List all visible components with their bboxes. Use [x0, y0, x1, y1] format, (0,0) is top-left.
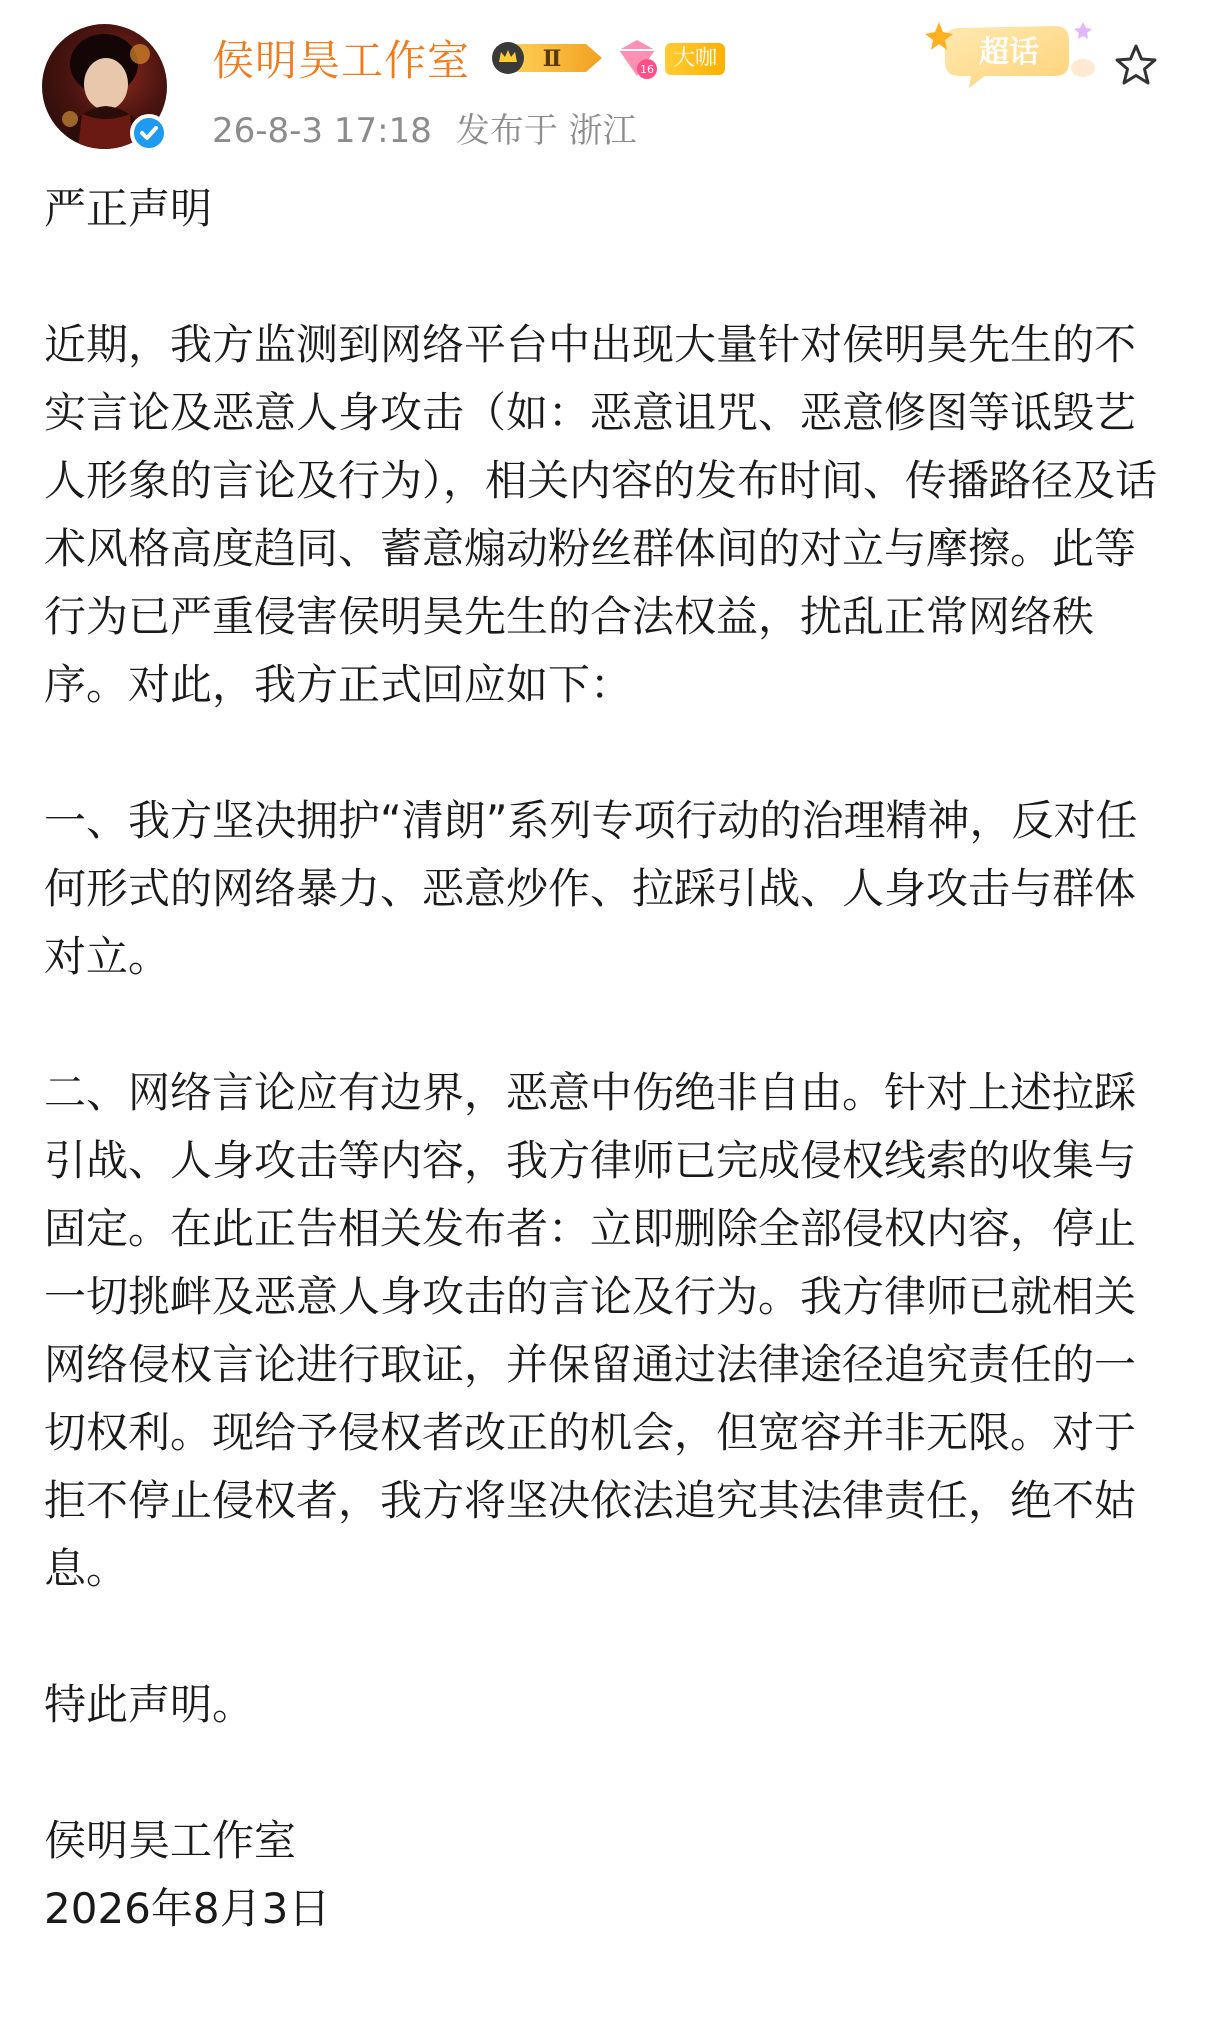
- fan-badge-level: 16: [640, 63, 654, 76]
- statement-title: 严正声明: [44, 184, 213, 233]
- fan-badge-icon[interactable]: [615, 36, 659, 80]
- author-name[interactable]: 侯明昊工作室: [212, 36, 471, 85]
- statement-closing: 特此声明。: [44, 1680, 255, 1729]
- statement-paragraph-1: 近期，我方监测到网络平台中出现大量针对侯明昊先生的不实言论及恶意人身攻击（如：恶意诅咒、恶意修图等诋毁艺人形象的言论及行为），相关内容的发布时间、传播路径及话术风格高度趋同、蓄意煽动粉丝群体间的对立与摩擦。此等行为已严重侵害侯明昊先生的合法权益，扰乱正常网络秩序。对此，我方正式回应如下：: [44, 320, 1158, 709]
- favorite-star-icon[interactable]: [1112, 42, 1160, 90]
- verified-icon: [130, 114, 168, 152]
- supertopic-button[interactable]: [925, 12, 1105, 98]
- paragraph-gap: [44, 1603, 1164, 1671]
- statement-paragraph-3: 二、网络言论应有边界，恶意中伤绝非自由。针对上述拉踩引战、人身攻击等内容，我方律师已完成侵权线索的收集与固定。在此正告相关发布者：立即删除全部侵权内容，停止一切挑衅及恶意人身攻击的言论及行为。我方律师已就相关网络侵权言论进行取证，并保留通过法律途径追究责任的一切权利。现给予侵权者改正的机会，但宽容并非无限。对于拒不停止侵权者，我方将坚决依法追究其法律责任，绝不姑息。: [44, 1068, 1137, 1593]
- post-location: 发布于 浙江: [455, 111, 637, 151]
- statement-date: 2026年8月3日: [44, 1884, 331, 1933]
- post-meta: [212, 103, 637, 152]
- paragraph-gap: [44, 243, 1164, 311]
- statement-signature: 侯明昊工作室: [44, 1816, 297, 1865]
- post-header: [0, 0, 1205, 170]
- paragraph-gap: [44, 991, 1164, 1059]
- statement-paragraph-2: 一、我方坚决拥护“清朗”系列专项行动的治理精神，反对任何形式的网络暴力、恶意炒作、拉踩引战、人身攻击与群体对立。: [44, 796, 1138, 981]
- post-timestamp: 26-8-3 17:18: [212, 111, 432, 151]
- post-body: [44, 175, 1164, 1943]
- avatar[interactable]: [42, 24, 167, 149]
- paragraph-gap: [44, 1739, 1164, 1807]
- level-badge-icon[interactable]: [490, 40, 606, 76]
- level-badge-text: Ⅱ: [542, 46, 562, 72]
- supertopic-label: 超话: [979, 35, 1039, 70]
- daka-badge[interactable]: 大咖: [665, 43, 725, 75]
- paragraph-gap: [44, 719, 1164, 787]
